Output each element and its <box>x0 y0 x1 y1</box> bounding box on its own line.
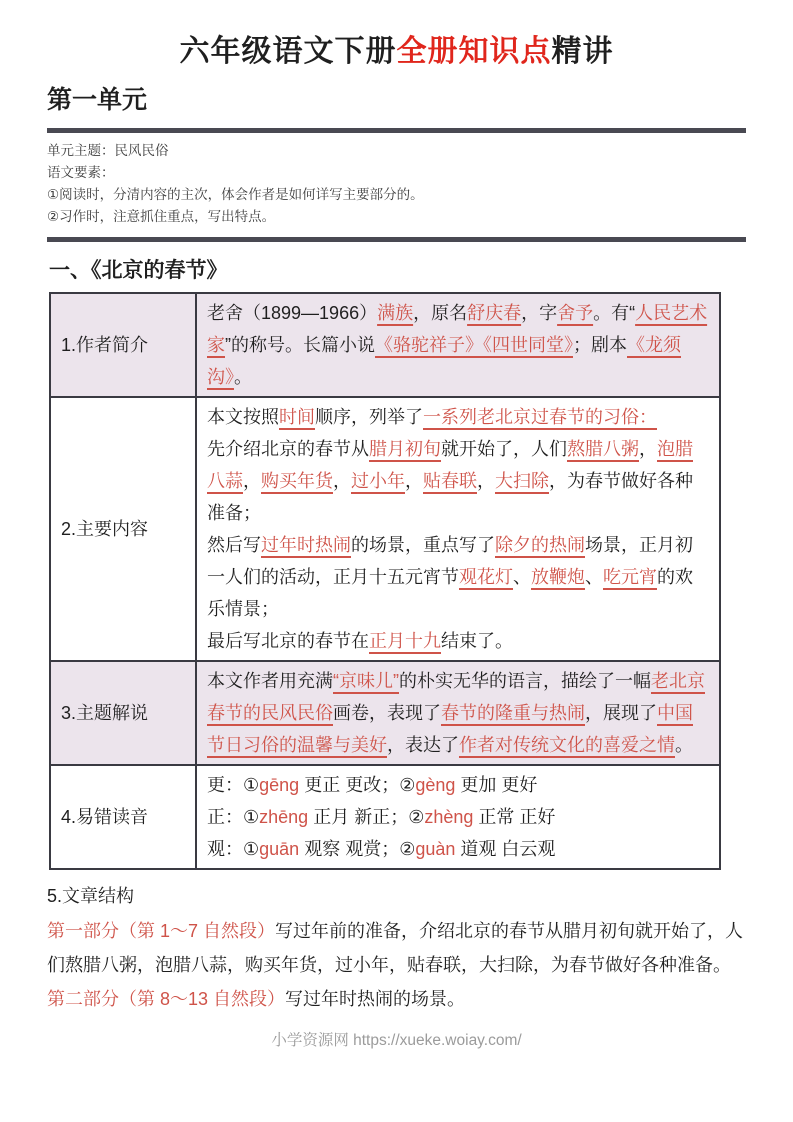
text-segment: ”的称号。长篇小说 <box>225 335 375 355</box>
text-segment: 《龙须沟》 <box>207 335 681 387</box>
title-part-red: 全册知识点 <box>396 35 552 68</box>
text-segment: 吃元宵 <box>603 567 657 587</box>
pronunciation-line-3 <box>207 833 709 865</box>
text-segment: 画卷，表现了 <box>333 703 441 723</box>
text-segment: 满族 <box>377 303 414 323</box>
row-label-theme: 3.主题解说 <box>50 661 196 765</box>
main-content-paragraph-4 <box>207 625 709 657</box>
table-row-main-content <box>50 397 720 661</box>
unit-elements-label: 语文要素： <box>47 165 115 180</box>
text-segment: 除夕的热闹 <box>495 535 585 555</box>
text-segment: 就开始了，人们 <box>441 439 567 459</box>
text-segment: ， <box>477 471 495 491</box>
text-segment: 熬腊八粥 <box>567 439 639 459</box>
text-segment: 的朴实无华的语言，描绘了一幅 <box>399 671 651 691</box>
text-segment: zhēng <box>259 807 309 827</box>
text-segment: 时间 <box>279 407 315 427</box>
row-content-main-content <box>196 397 720 661</box>
table-row-pronunciation <box>50 765 720 869</box>
pronunciation-line-2 <box>207 801 709 833</box>
text-segment: 观察 观赏；② <box>299 839 416 859</box>
row-label-pronunciation: 4.易错读音 <box>50 765 196 869</box>
knowledge-table <box>49 292 721 870</box>
text-segment: ， <box>333 471 351 491</box>
text-segment: gèng <box>415 775 456 795</box>
text-segment: 写过年前的准备，介绍北京的春节从腊月初旬就开始了，人们熬腊八粥，泡腊八蒜，购买年货，过小年，贴春联，大扫除，为春节做好各种准备。 <box>47 921 744 975</box>
text-segment: 正月 新正；② <box>308 807 425 827</box>
text-segment: 《骆驼祥子》《四世同堂》 <box>375 335 573 355</box>
main-content-paragraph-2 <box>207 433 709 529</box>
text-segment: 。 <box>234 367 252 387</box>
text-segment: 第一部分（第 1～7 自然段） <box>47 921 276 941</box>
text-segment: 结束了。 <box>441 631 513 651</box>
title-part-black-2: 精讲 <box>551 35 614 68</box>
article-structure-section <box>47 879 746 1016</box>
text-segment: 更正 更改；② <box>299 775 416 795</box>
text-segment: gēng <box>259 775 300 795</box>
text-segment: ，为春节做好各种准备； <box>207 471 693 523</box>
text-segment: 舒庆春 <box>467 303 522 323</box>
text-segment: 过年时热闹 <box>261 535 351 555</box>
pronunciation-line-1 <box>207 769 709 801</box>
row-content-theme <box>196 661 720 765</box>
row-label-main-content: 2.主要内容 <box>50 397 196 661</box>
text-segment: “京味儿” <box>333 671 399 691</box>
theme-paragraph <box>207 665 709 761</box>
unit-element-1: ①阅读时，分清内容的主次，体会作者是如何详写主要部分的。 <box>47 187 424 202</box>
text-segment: 先介绍北京的春节从 <box>207 439 369 459</box>
text-segment: ；剧本 <box>573 335 627 355</box>
text-segment: 放鞭炮 <box>531 567 585 587</box>
text-segment: 中国节日习俗的温馨与美好 <box>207 703 693 755</box>
text-segment: guān <box>259 839 300 859</box>
text-segment: 、 <box>513 567 531 587</box>
unit-element-2: ②习作时，注意抓住重点，写出特点。 <box>47 209 276 224</box>
text-segment: ，原名 <box>413 303 468 323</box>
text-segment: 。有“ <box>593 303 636 323</box>
text-segment: ，字 <box>521 303 558 323</box>
text-segment: ， <box>405 471 423 491</box>
text-segment: 正常 正好 <box>473 807 556 827</box>
text-segment: 更：① <box>207 775 260 795</box>
main-content-paragraph-1 <box>207 401 709 433</box>
author-paragraph <box>207 297 709 393</box>
text-segment: 作者对传统文化的喜爱之情 <box>459 735 675 755</box>
text-segment: 老北京春节的民风民俗 <box>207 671 705 723</box>
text-segment: 的场景，重点写了 <box>351 535 495 555</box>
text-segment: 本文作者用充满 <box>207 671 333 691</box>
text-segment: 春节的隆重与热闹 <box>441 703 585 723</box>
text-segment: 本文按照 <box>207 407 279 427</box>
text-segment: 老舍（1899—1966） <box>207 303 378 323</box>
text-segment: 道观 白云观 <box>455 839 556 859</box>
text-segment: 大扫除 <box>495 471 549 491</box>
text-segment: 、 <box>585 567 603 587</box>
text-segment: 正月十九 <box>369 631 441 651</box>
text-segment: 正：① <box>207 807 260 827</box>
unit-heading: 第一单元 <box>47 86 148 114</box>
divider-bottom <box>47 237 746 242</box>
text-segment: 最后写北京的春节在 <box>207 631 369 651</box>
text-segment: ， <box>243 471 261 491</box>
unit-theme-line: 单元主题：民风民俗 <box>47 143 169 158</box>
table-row-theme <box>50 661 720 765</box>
row-content-author <box>196 293 720 397</box>
row-content-pronunciation <box>196 765 720 869</box>
text-segment: 顺序，列举了 <box>315 407 423 427</box>
structure-part-1 <box>47 914 746 982</box>
text-segment: 贴春联 <box>423 471 477 491</box>
text-segment: 腊月初旬 <box>369 439 441 459</box>
text-segment: guàn <box>415 839 456 859</box>
text-segment: ， <box>639 439 657 459</box>
lesson-heading: 一、《北京的春节》 <box>49 259 228 282</box>
row-label-author: 1.作者简介 <box>50 293 196 397</box>
structure-heading: 5.文章结构 <box>47 886 135 906</box>
text-segment: 过小年 <box>351 471 405 491</box>
main-content-paragraph-3 <box>207 529 709 625</box>
text-segment: 泡腊八蒜 <box>207 439 693 491</box>
text-segment: 购买年货 <box>261 471 333 491</box>
text-segment: 第二部分（第 8～13 自然段） <box>47 989 286 1009</box>
unit-meta-block <box>47 133 746 237</box>
footer-watermark: 小学资源网 https://xueke.woiay.com/ <box>271 1032 522 1049</box>
text-segment: 舍予 <box>557 303 594 323</box>
title-part-black-1: 六年级语文下册 <box>179 35 397 68</box>
text-segment: zhèng <box>424 807 474 827</box>
text-segment: 观：① <box>207 839 260 859</box>
text-segment: 人民艺术家 <box>207 303 708 355</box>
page-title <box>47 26 746 70</box>
text-segment: 然后写 <box>207 535 261 555</box>
text-segment: 一系列老北京过春节的习俗： <box>423 407 657 427</box>
table-row-author <box>50 293 720 397</box>
text-segment: 观花灯 <box>459 567 513 587</box>
text-segment: 写过年时热闹的场景。 <box>285 989 466 1009</box>
text-segment: 场景，正月初一人们的活动，正月十五元宵节 <box>207 535 693 587</box>
text-segment: 的欢乐情景； <box>207 567 693 619</box>
text-segment: 更加 更好 <box>455 775 538 795</box>
structure-part-2 <box>47 982 746 1016</box>
text-segment: ，表达了 <box>387 735 459 755</box>
text-segment: 。 <box>675 735 693 755</box>
text-segment: ，展现了 <box>585 703 657 723</box>
